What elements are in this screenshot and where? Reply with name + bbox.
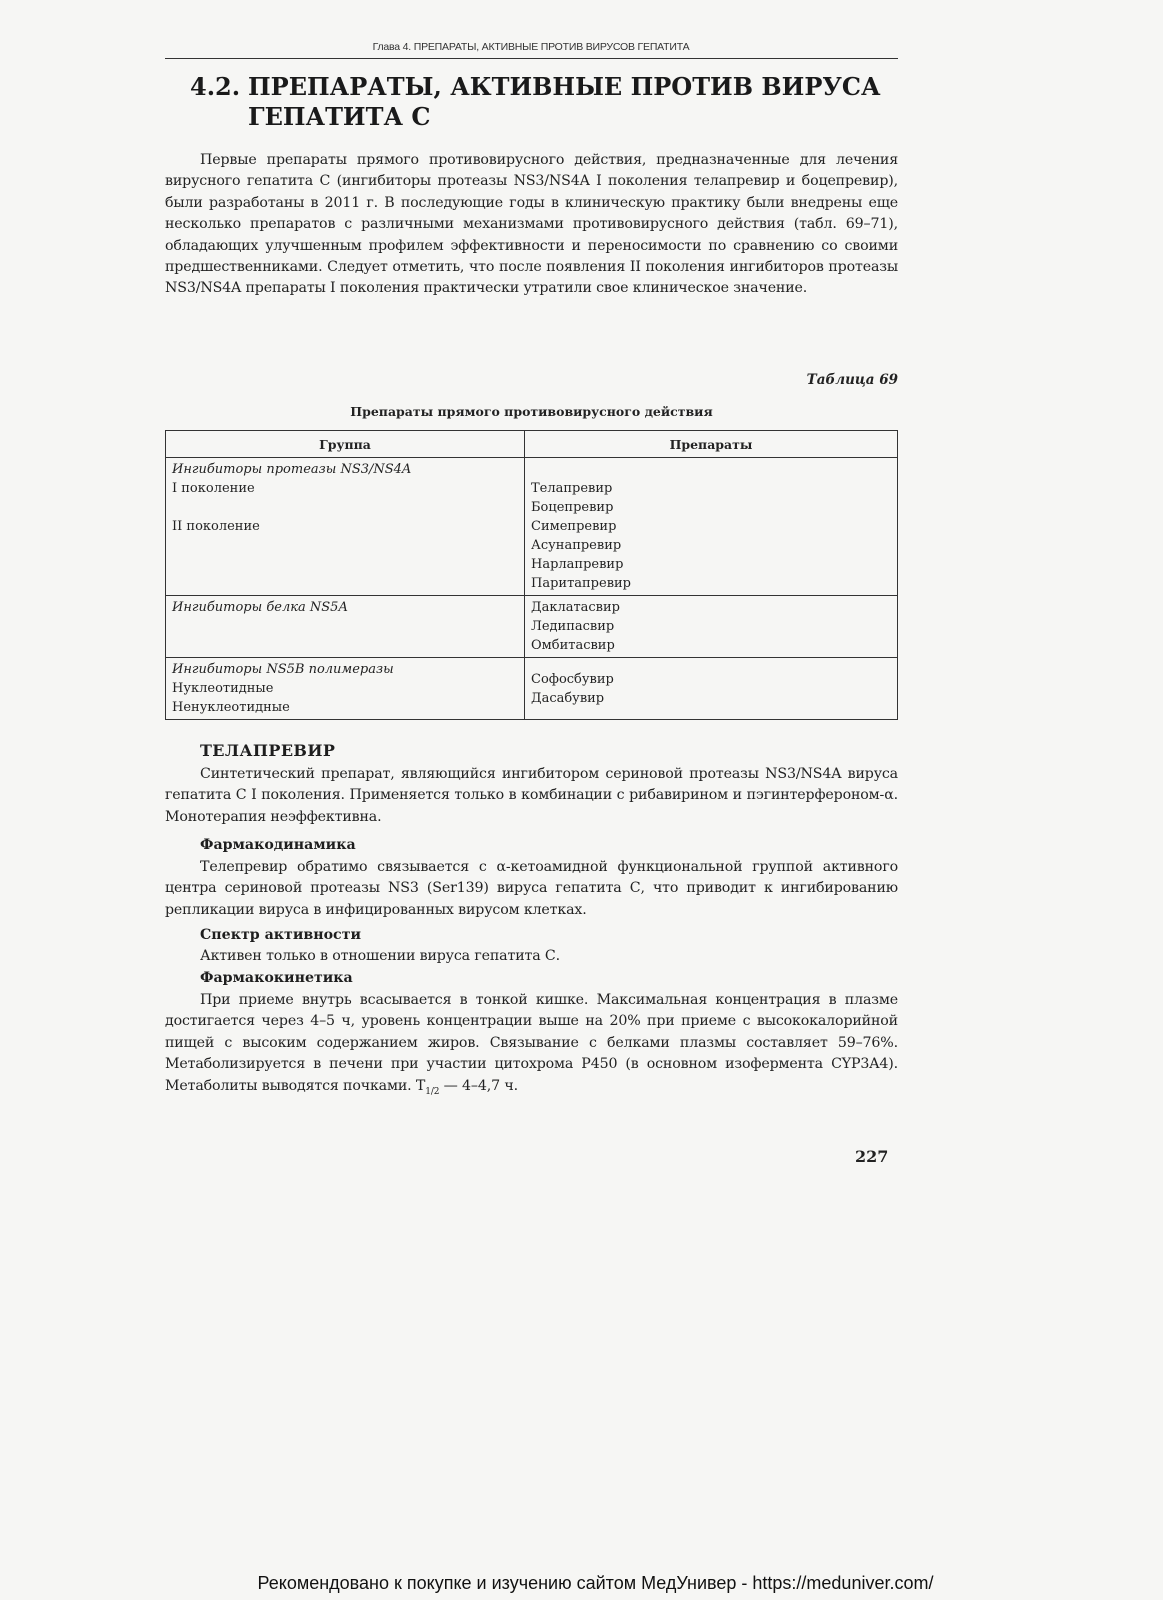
table-row [166, 458, 898, 596]
table-header-row [166, 431, 898, 458]
section-title [190, 72, 890, 132]
pharmacokinetics-paragraph [165, 990, 898, 1103]
spectrum-heading: Спектр активности [200, 927, 362, 943]
intro-paragraph: Первые препараты прямого противовирусного действия, предназначенные для лечения вирусного гепатита С (ингибиторы протеазы NS3/NS4A I поколения телапревир и боцепревир), были разработаны в 2011 г. В последующие годы в клиническую практику были внедрены еще несколько препаратов с различными механизмами противовирусного действия (табл. 69–71), обладающих улучшенным профилем эффективности и переносимости по сравнению со своими предшественниками. Следует отметить, что после появления II поколения ингибиторов протеазы NS3/NS4A препараты I поколения практически утратили свое клиническое значение. [165, 152, 898, 297]
drug-name: Симепревир [531, 519, 617, 534]
subgroup-label: Нуклеотидные [172, 681, 274, 696]
drug-heading: ТЕЛАПРЕВИР [200, 741, 336, 760]
drugs-cell [525, 658, 898, 720]
spectrum-paragraph: Активен только в отношении вируса гепатита С. [200, 948, 560, 964]
drugs-cell [525, 596, 898, 658]
generation-label: II поколение [172, 519, 260, 534]
subgroup-label: Ненуклеотидные [172, 700, 290, 715]
drug-name: Телапревир [531, 481, 613, 496]
drug-name: Даклатасвир [531, 600, 620, 615]
section-title-line1: ПРЕПАРАТЫ, АКТИВНЫЕ ПРОТИВ ВИРУСА [248, 72, 881, 101]
drug-name: Дасабувир [531, 691, 605, 706]
drug-name: Боцепревир [531, 500, 614, 515]
page-number: 227 [855, 1147, 889, 1166]
footer-text: Рекомендовано к покупке и изучению сайтом МедУнивер - https://meduniver.com/ [257, 1573, 934, 1593]
group-name: Ингибиторы белка NS5A [172, 600, 348, 615]
table-row [166, 658, 898, 720]
drugs-table [165, 430, 898, 720]
group-cell [166, 458, 525, 596]
half-life-subscript: 1/2 [425, 1086, 440, 1097]
half-life-value: — 4–4,7 ч. [439, 1077, 518, 1094]
half-life-symbol: T [415, 1077, 426, 1094]
pharmacodynamics-paragraph: Телепревир обратимо связывается с α-кетоамидной функциональной группой активного центра сериновой протеазы NS3 (Ser139) вируса гепатита С, что приводит к ингибированию репликации вируса в инфицированных вирусом клетках. [165, 859, 898, 918]
column-header-drugs: Препараты [525, 431, 898, 458]
table-row [166, 596, 898, 658]
running-head: Глава 4. ПРЕПАРАТЫ, АКТИВНЫЕ ПРОТИВ ВИРУСОВ ГЕПАТИТА [372, 41, 690, 53]
pharmacokinetics-text: При приеме внутрь всасывается в тонкой кишке. Максимальная концентрация в плазме достигается через 4–5 ч, уровень концентрации выше на 20% при приеме с высококалорийной пищей с высоким содержанием жиров. Связывание с белками плазмы составляет 59–76%. Метаболизируется в печени при участии цитохрома Р450 (в основном изофермента CYP3A4). Метаболиты выводятся почками. [165, 992, 898, 1094]
drug-name: Омбитасвир [531, 638, 615, 653]
drug-name: Ледипасвир [531, 619, 615, 634]
generation-label: I поколение [172, 481, 255, 496]
drug-name: Паритапревир [531, 576, 632, 591]
column-header-group: Группа [166, 431, 525, 458]
drugs-cell [525, 458, 898, 596]
table-title: Препараты прямого противовирусного действия [350, 404, 713, 419]
section-title-line2: ГЕПАТИТА С [248, 102, 431, 131]
group-name: Ингибиторы NS5B полимеразы [172, 662, 394, 677]
footer-recommendation [0, 1573, 1163, 1594]
group-name: Ингибиторы протеазы NS3/NS4A [172, 462, 412, 477]
group-cell [166, 596, 525, 658]
pharmacokinetics-heading: Фармакокинетика [200, 970, 353, 986]
pharmacodynamics-heading: Фармакодинамика [200, 837, 356, 853]
header-rule [165, 58, 898, 59]
section-number: 4.2. [190, 72, 241, 101]
group-cell [166, 658, 525, 720]
drug-intro-paragraph: Синтетический препарат, являющийся ингибитором сериновой протеазы NS3/NS4A вируса гепатита С I поколения. Применяется только в комбинации с рибавирином и пэгинтерфероном-α. Монотерапия неэффективна. [165, 766, 898, 825]
table-number: Таблица 69 [806, 372, 898, 388]
drug-name: Софосбувир [531, 672, 614, 687]
drug-name: Асунапревир [531, 538, 622, 553]
drug-name: Нарлапревир [531, 557, 624, 572]
